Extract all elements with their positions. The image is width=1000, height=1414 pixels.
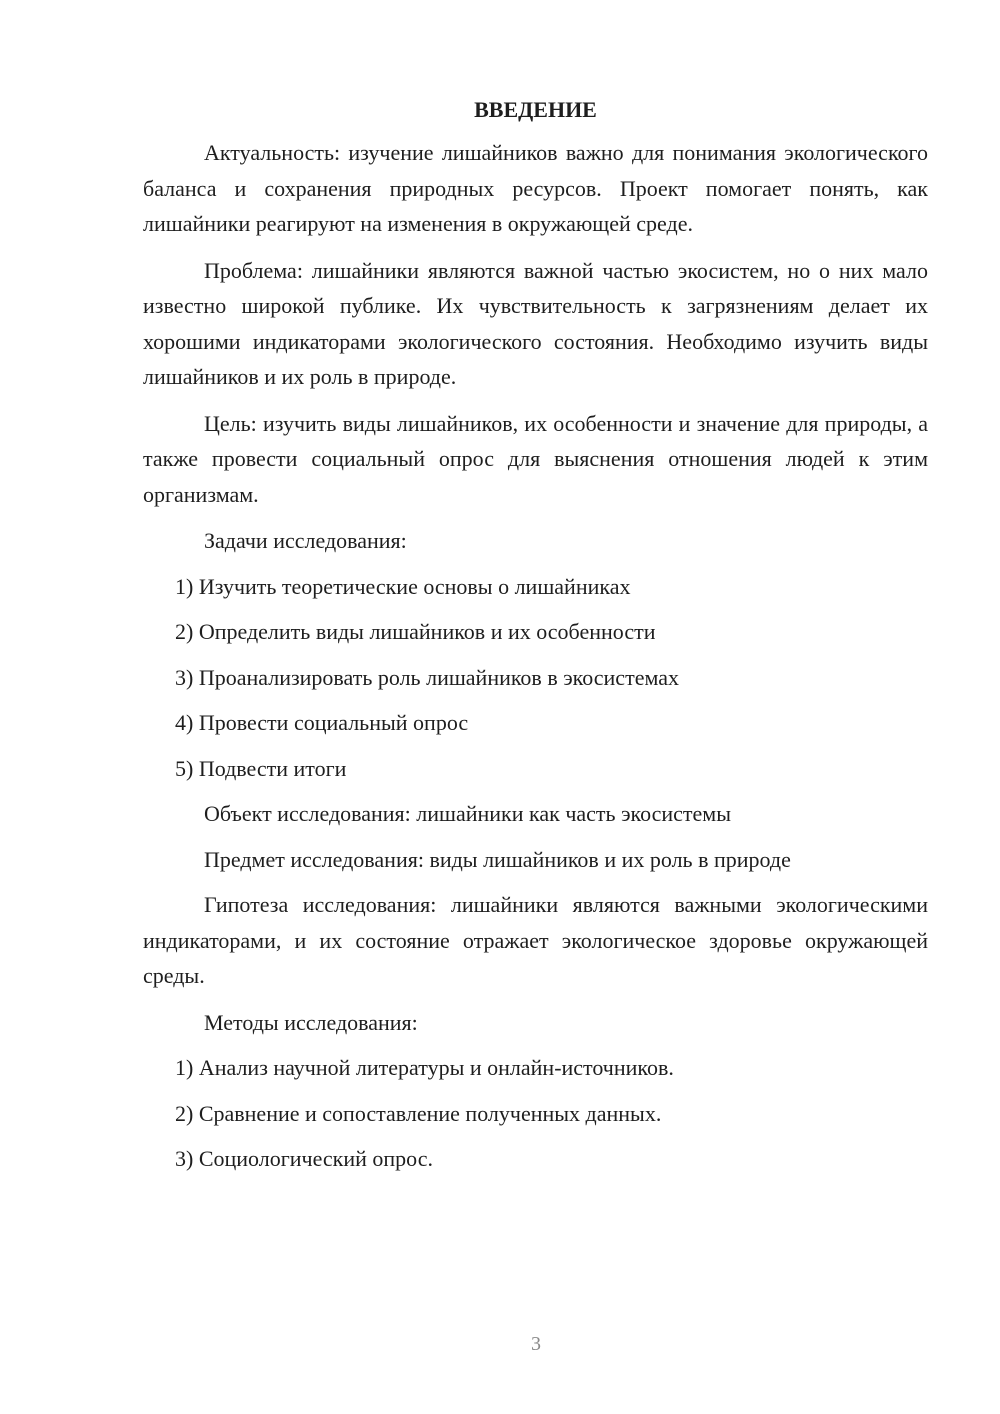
paragraph-relevance: Актуальность: изучение лишайников важно для понимания экологического баланса и сохранения природных ресурсов. Проект помогает понять, как лишайники реагируют на изменения в окружающей среде. [143,140,928,236]
research-object: Объект исследования: лишайники как часть экосистемы [204,801,732,826]
list-item: 5) Подвести итоги [175,755,347,781]
research-subject: Предмет исследования: виды лишайников и их роль в природе [204,846,791,872]
page-number: 3 [531,1333,541,1355]
paragraph-problem: Проблема: лишайники являются важной частью экосистем, но о них мало известно широкой публике. Их чувствительность к загрязнениям делает их хорошими индикаторами экологического состояния. Необходимо изучить виды лишайников и их роль в природе. [143,257,928,389]
list-item: 4) Провести социальный опрос [175,710,469,735]
list-item: 2) Определить виды лишайников и их особенности [175,619,656,644]
list-item: 3) Проанализировать роль лишайников в экосистемах [175,664,679,690]
list-item: 2) Сравнение и сопоставление полученных данных. [175,1100,662,1126]
list-item: 1) Анализ научной литературы и онлайн-источников. [175,1055,674,1080]
paragraph-goal: Цель: изучить виды лишайников, их особенности и значение для природы, а также провести социальный опрос для выяснения отношения людей к этим организмам. [143,410,928,507]
section-title: ВВЕДЕНИЕ [474,97,597,122]
list-item: 1) Изучить теоретические основы о лишайниках [175,573,631,599]
tasks-list [143,569,928,787]
document-body [143,95,928,1187]
methods-heading: Методы исследования: [204,1009,418,1035]
paragraph-hypothesis: Гипотеза исследования: лишайники являются важными экологическими индикаторами, и их состояние отражает экологическое здоровье окружающей среды. [143,892,928,988]
tasks-heading: Задачи исследования: [204,528,407,553]
methods-list [143,1050,928,1177]
list-item: 3) Социологический опрос. [175,1146,433,1171]
